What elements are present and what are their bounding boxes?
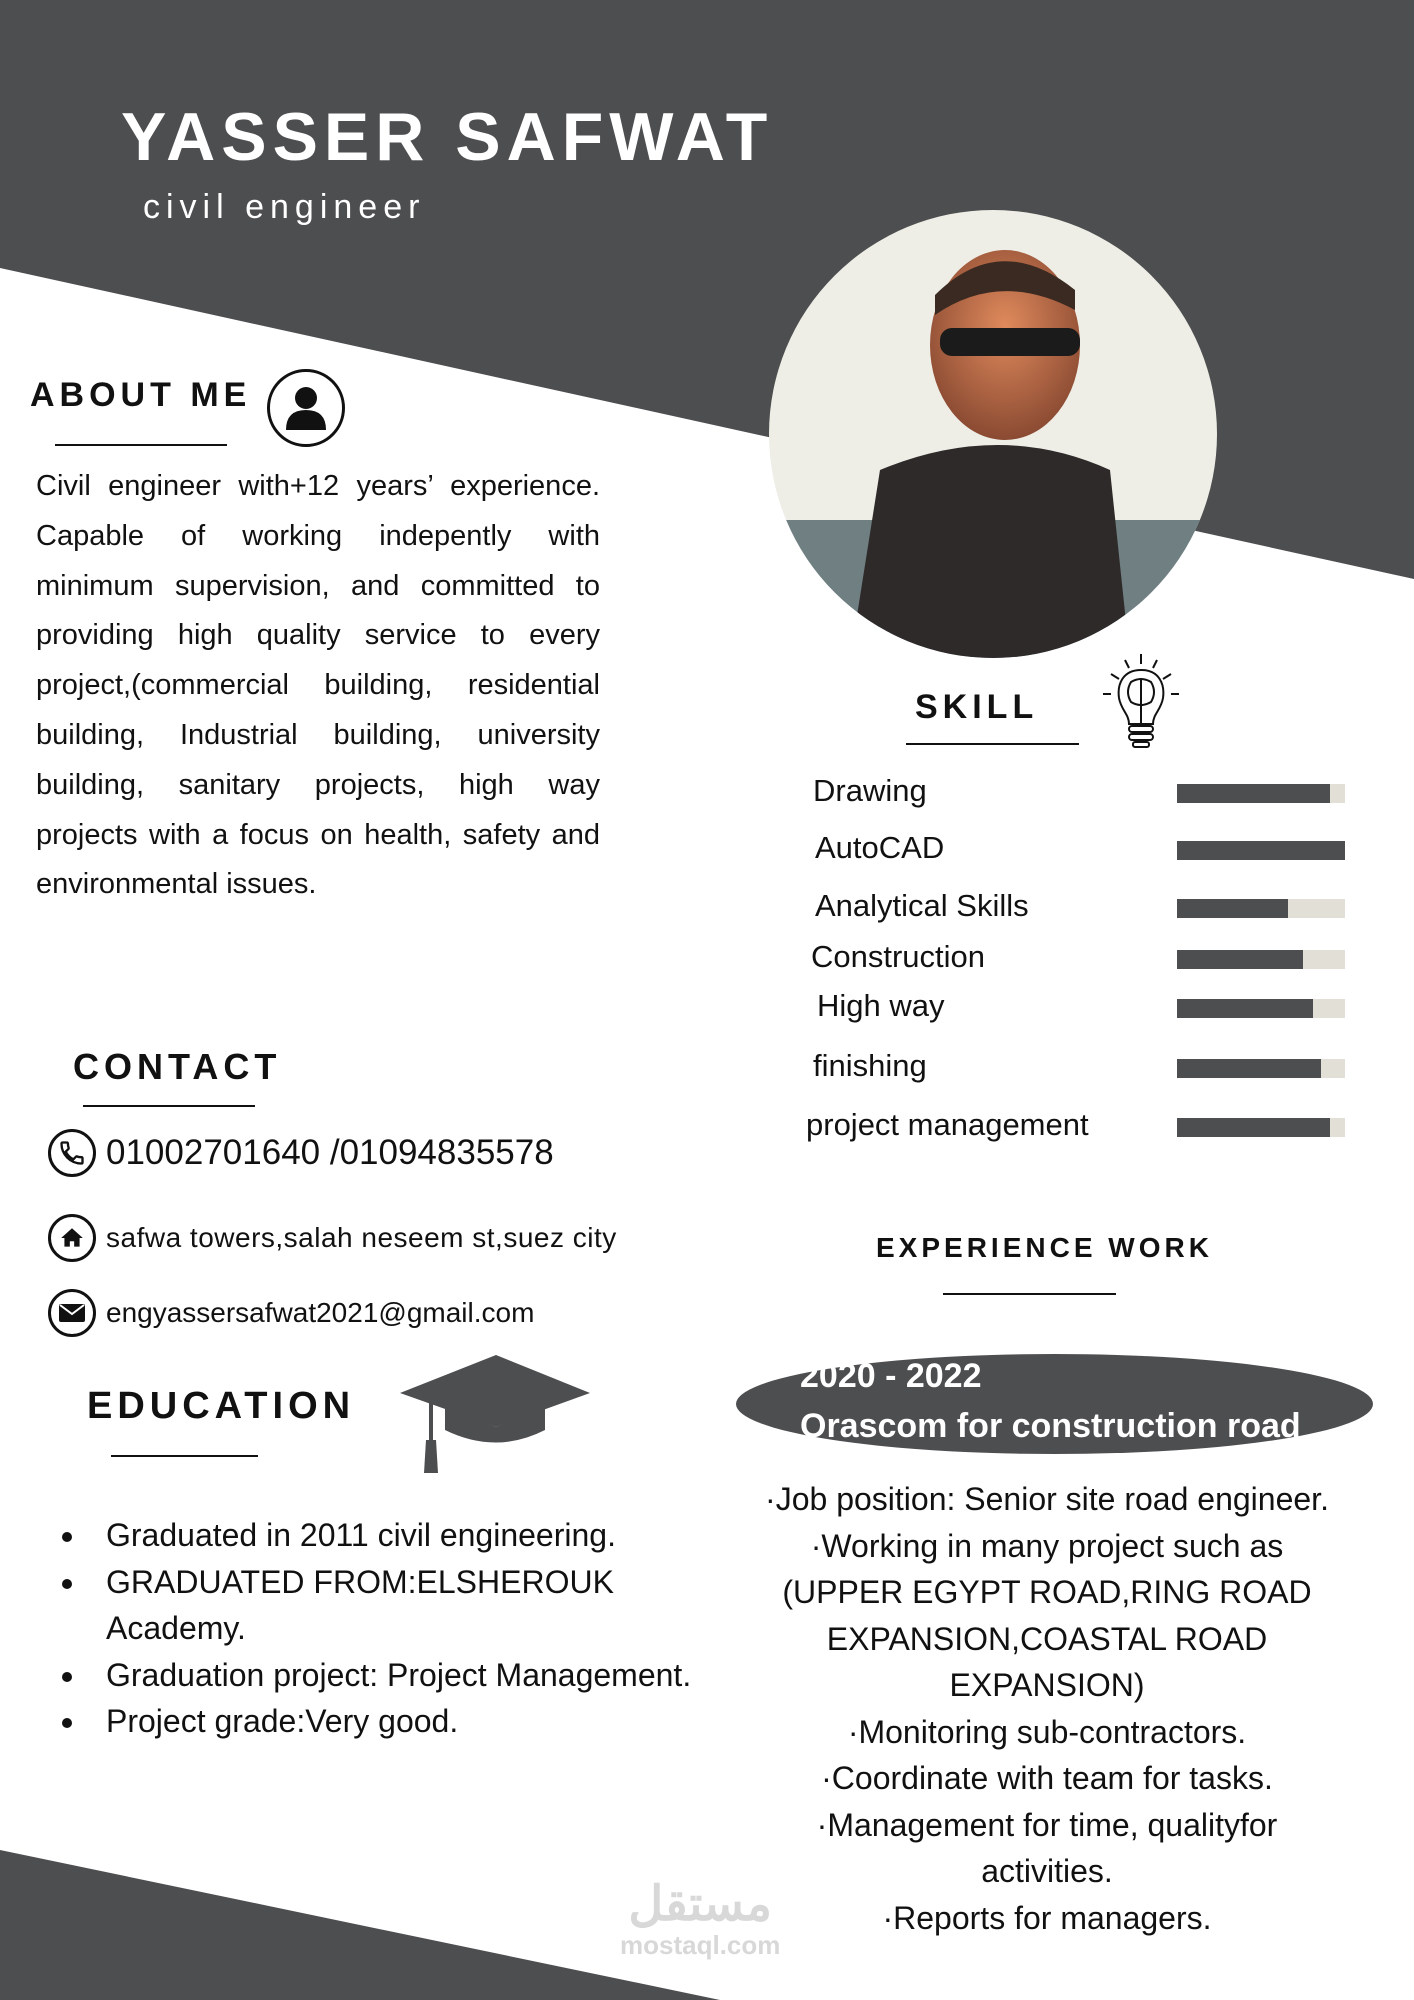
- email-row: [48, 1289, 534, 1337]
- skill-label: finishing: [813, 1048, 927, 1083]
- contact-heading: CONTACT: [73, 1046, 282, 1087]
- skill-heading: SKILL: [915, 688, 1039, 726]
- candidate-name: YASSER SAFWAT: [121, 99, 774, 175]
- email-text: engyassersafwat2021@gmail.com: [106, 1297, 535, 1328]
- job-detail-line: EXPANSION): [949, 1667, 1145, 1703]
- contact-underline: [83, 1105, 255, 1107]
- skill-level-bar: [1177, 841, 1345, 860]
- candidate-title: civil engineer: [143, 188, 426, 226]
- skill-label: High way: [817, 988, 945, 1023]
- job-detail-line: ·Job position: Senior site road engineer.: [765, 1481, 1329, 1517]
- skill-level-fill: [1177, 784, 1330, 803]
- watermark-latin: mostaql.com: [620, 1930, 781, 1960]
- experience-underline: [943, 1293, 1116, 1295]
- skill-level-bar: [1177, 1118, 1345, 1137]
- skill-underline: [906, 743, 1079, 745]
- home-icon: [48, 1214, 96, 1262]
- skill-label: Drawing: [813, 773, 927, 808]
- education-item: • Graduated in 2011 civil engineering.: [88, 1512, 728, 1559]
- email-icon: [48, 1289, 96, 1337]
- skill-level-bar: [1177, 1059, 1345, 1078]
- skill-level-bar: [1177, 950, 1345, 969]
- skill-level-fill: [1177, 950, 1303, 969]
- skill-level-bar: [1177, 784, 1345, 803]
- about-heading: ABOUT ME: [30, 376, 252, 414]
- education-item: • GRADUATED FROM:ELSHEROUK Academy.: [88, 1559, 728, 1652]
- phone-number: 01002701640 /01094835578: [106, 1133, 554, 1172]
- job-company: Orascom for construction road: [800, 1407, 1301, 1445]
- phone-icon: [48, 1129, 96, 1177]
- job-period: 2020 - 2022: [800, 1357, 982, 1395]
- job-detail-line: (UPPER EGYPT ROAD,RING ROAD: [782, 1574, 1312, 1610]
- graduation-cap-icon: [400, 1355, 592, 1475]
- skill-label: Construction: [811, 939, 986, 974]
- skill-level-bar: [1177, 899, 1345, 918]
- skill-label: AutoCAD: [815, 830, 945, 865]
- skill-level-fill: [1177, 1118, 1330, 1137]
- skill-level-bar: [1177, 999, 1345, 1018]
- lightbulb-brain-icon: [1095, 652, 1187, 750]
- profile-photo: [769, 210, 1217, 660]
- experience-heading: EXPERIENCE WORK: [876, 1232, 1213, 1263]
- job-detail-line: EXPANSION,COASTAL ROAD: [826, 1620, 1268, 1657]
- user-icon: [267, 369, 345, 447]
- skill-level-fill: [1177, 899, 1288, 918]
- job-details: [720, 1476, 1374, 1941]
- watermark: [620, 1880, 780, 1961]
- address-text: safwa towers,salah neseem st,suez city: [106, 1222, 617, 1253]
- address-row: [48, 1214, 617, 1262]
- skill-label: project management: [806, 1107, 1089, 1142]
- about-text: Civil engineer with+12 years’ experience. Capable of working indepently with minimum supervision, and committed to providing high quality service to every project,(commercial building, residential building, Industrial building, university building, sanitary projects, high way projects with a focus on health, safety and environmental issues.: [36, 470, 600, 901]
- about-underline: [55, 444, 227, 446]
- skill-level-fill: [1177, 999, 1313, 1018]
- phone-row: [48, 1129, 554, 1177]
- watermark-arabic: مستقل: [628, 1878, 773, 1931]
- education-list: [56, 1512, 728, 1745]
- skill-level-fill: [1177, 841, 1345, 860]
- job-detail-line: ·Coordinate with team for tasks.: [821, 1760, 1273, 1796]
- skill-label: Analytical Skills: [815, 888, 1029, 923]
- education-item: • Graduation project: Project Management.: [88, 1652, 728, 1699]
- education-item: • Project grade:Very good.: [88, 1698, 728, 1745]
- job-detail-line: activities.: [981, 1853, 1113, 1889]
- skill-level-fill: [1177, 1059, 1321, 1078]
- education-heading: EDUCATION: [87, 1385, 356, 1427]
- job-detail-line: ·Management for time, qualityfor: [816, 1806, 1278, 1843]
- job-detail-line: ·Working in many project such as: [810, 1527, 1284, 1564]
- education-underline: [111, 1455, 258, 1457]
- job-detail-line: ·Monitoring sub-contractors.: [847, 1713, 1247, 1750]
- job-detail-line: ·Reports for managers.: [882, 1899, 1212, 1936]
